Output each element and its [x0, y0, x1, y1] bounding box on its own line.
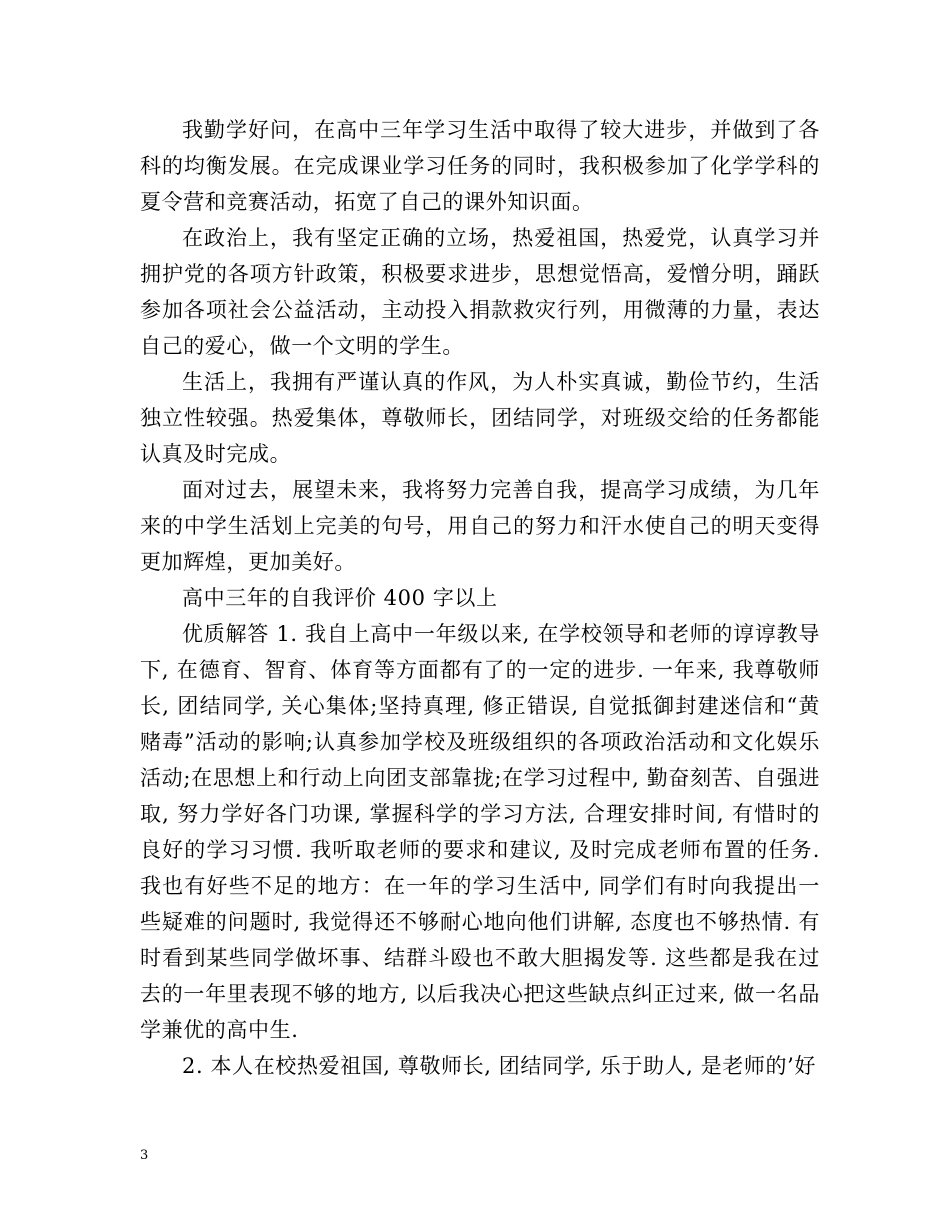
section-heading: 高中三年的自我评价 400 字以上	[182, 586, 498, 610]
paragraph-study: 我勤学好问，在高中三年学习生活中取得了较大进步，并做到了各科的均衡发展。在完成课业学习任务的同时，我积极参加了化学学科的夏令营和竞赛活动，拓宽了自己的课外知识面。	[140, 118, 820, 214]
paragraph-future: 面对过去，展望未来，我将努力完善自我，提高学习成绩，为几年来的中学生活划上完美的句号，用自己的努力和汗水使自己的明天变得更加辉煌，更加美好。	[140, 478, 820, 574]
paragraph-answer-2: 2. 本人在校热爱祖国, 尊敬师长, 团结同学, 乐于助人, 是老师的’好	[182, 1054, 816, 1078]
paragraph-politics: 在政治上，我有坚定正确的立场，热爱祖国，热爱党，认真学习并拥护党的各项方针政策，积极要求进步，思想觉悟高，爱憎分明，踊跃参加各项社会公益活动，主动投入捐款救灾行列，用微薄的力量，表达自己的爱心，做一个文明的学生。	[140, 226, 820, 358]
paragraph-life: 生活上，我拥有严谨认真的作风，为人朴实真诚，勤俭节约，生活独立性较强。热爱集体，尊敬师长，团结同学，对班级交给的任务都能认真及时完成。	[140, 370, 820, 466]
page-number: 3	[140, 1148, 149, 1163]
body-text	[140, 112, 820, 1084]
paragraph-answer-1: 优质解答 1. 我自上高中一年级以来, 在学校领导和老师的谆谆教导下, 在德育、智育、体育等方面都有了的一定的进步. 一年来, 我尊敬师长, 团结同学, 关心集体;坚持真理, 修正错误, 自觉抵御封建迷信和“黄赌毒”活动的影响;认真参加学校及班级组织的各项政治活动和文化娱乐活动;在思想上和行动上向团支部靠拢;在学习过程中, 勤奋刻苦、自强进取, 努力学好各门功课, 掌握科学的学习方法, 合理安排时间, 有惜时的良好的学习习惯. 我听取老师的要求和建议, 及时完成老师布置的任务. 我也有好些不足的地方：在一年的学习生活中, 同学们有时向我提出一些疑难的问题时, 我觉得还不够耐心地向他们讲解, 态度也不够热情. 有时看到某些同学做坏事、结群斗殴也不敢大胆揭发等. 这些都是我在过去的一年里表现不够的地方, 以后我决心把这些缺点纠正过来, 做一名品学兼优的高中生.	[140, 622, 820, 1042]
